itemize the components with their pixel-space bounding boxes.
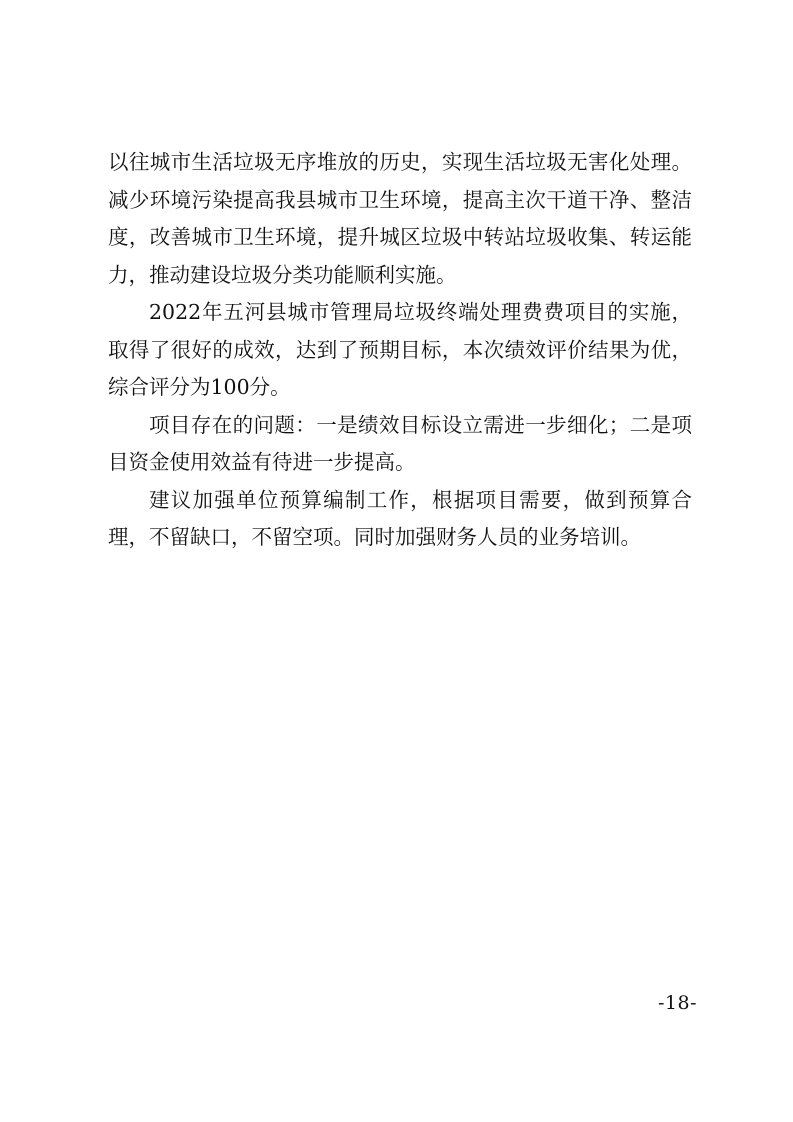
paragraph-problems: 项目存在的问题：一是绩效目标设立需进一步细化；二是项目资金使用效益有待进一步提高。 (108, 412, 692, 474)
paragraph-suggestions: 建议加强单位预算编制工作，根据项目需要，做到预算合理，不留缺口，不留空项。同时加强财务人员的业务培训。 (108, 487, 692, 549)
page-number: -18- (658, 992, 698, 1014)
paragraph-continuation: 以往城市生活垃圾无序堆放的历史，实现生活垃圾无害化处理。减少环境污染提高我县城市卫生环境，提高主次干道干净、整洁度，改善城市卫生环境，提升城区垃圾中转站垃圾收集、转运能力，推动建设垃圾分类功能顺利实施。 (108, 150, 692, 287)
paragraph-results: 2022年五河县城市管理局垃圾终端处理费费项目的实施，取得了很好的成效，达到了预期目标，本次绩效评价结果为优，综合评分为100分。 (108, 300, 692, 399)
body-text (108, 144, 692, 557)
